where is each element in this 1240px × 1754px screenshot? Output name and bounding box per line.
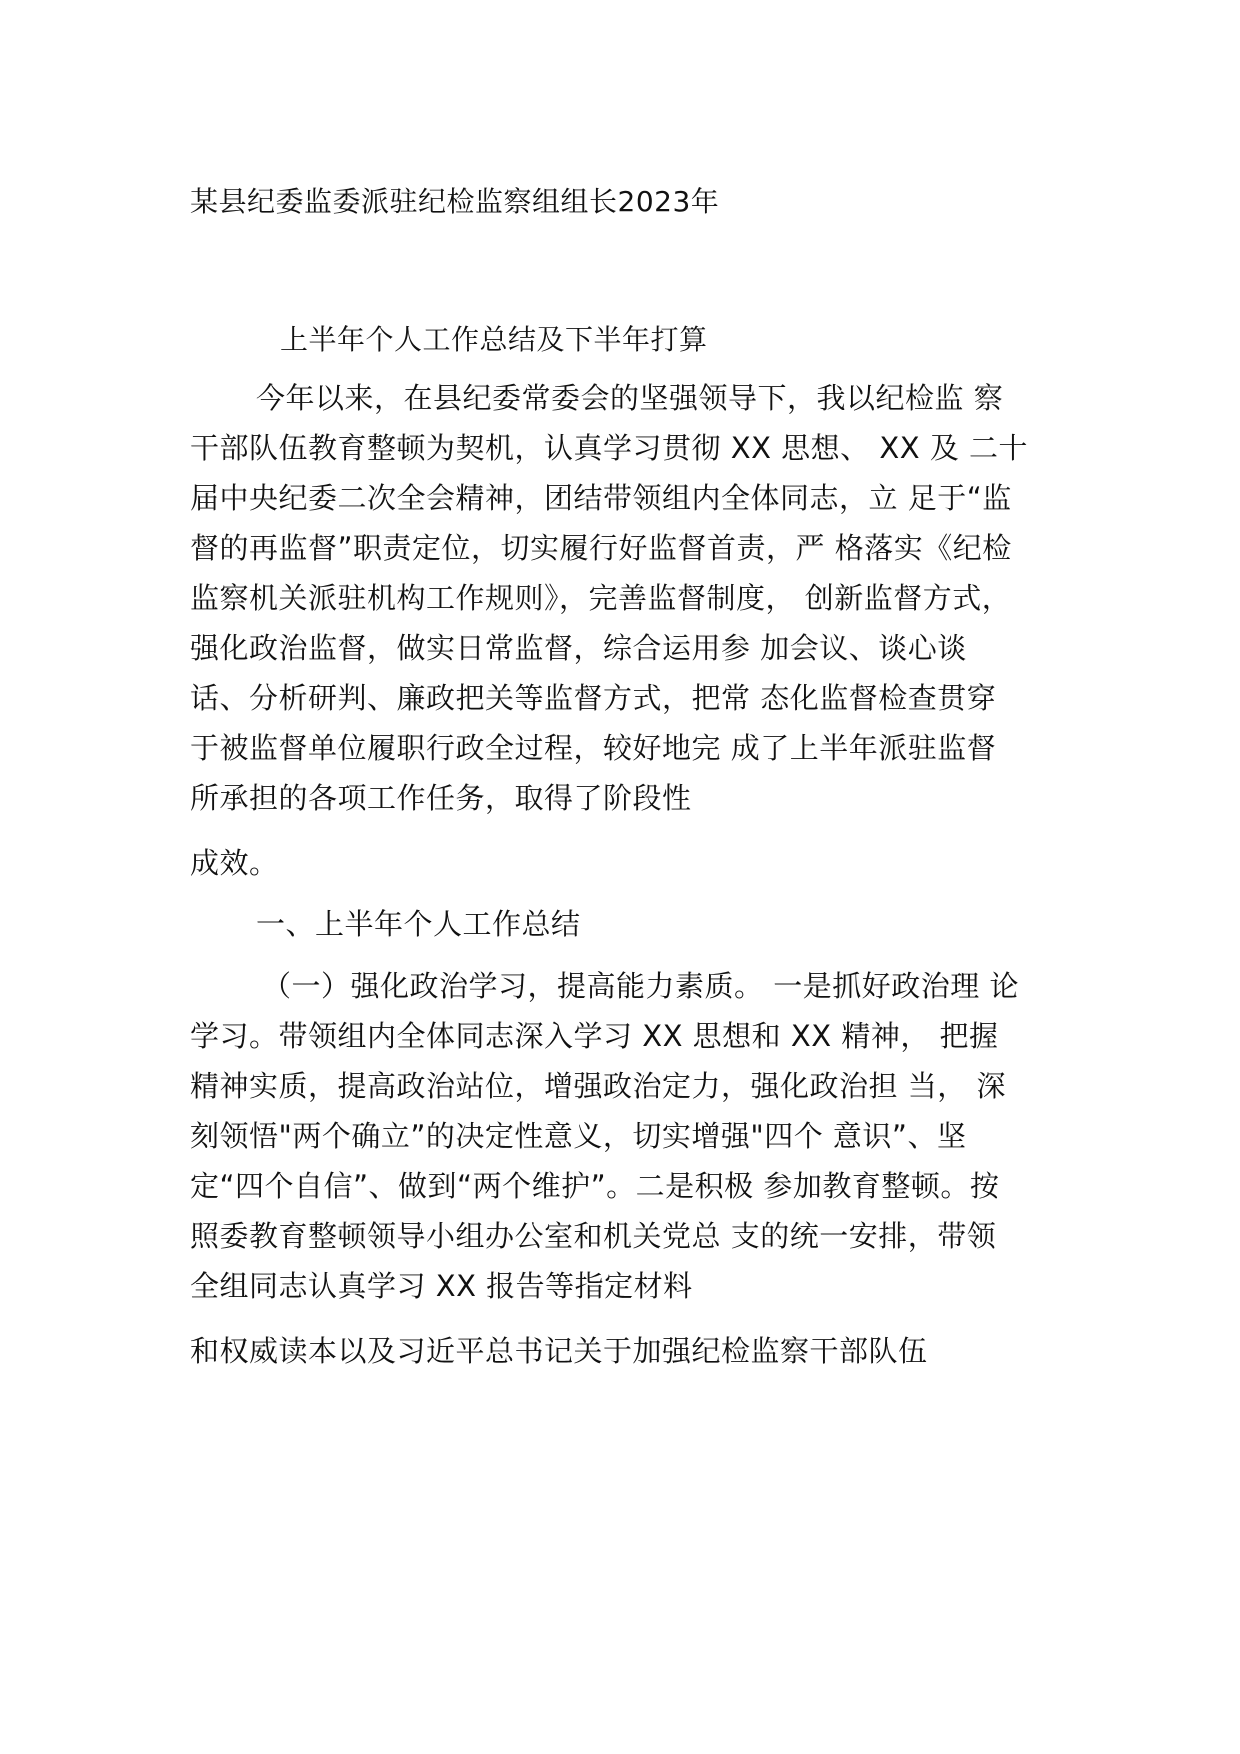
body-line: 定“四个自信”、做到“两个维护”。二是积极 参加教育整顿。按 <box>190 1169 1000 1203</box>
body-line: 全组同志认真学习 XX 报告等指定材料 <box>190 1269 693 1303</box>
body-line: 强化政治监督，做实日常监督，综合运用参 加会议、谈心谈 <box>190 631 967 665</box>
body-line: 话、分析研判、廉政把关等监督方式，把常 态化监督检查贯穿 <box>190 681 997 715</box>
body-line: 刻领悟"两个确立”的决定性意义，切实增强"四个 意识”、坚 <box>190 1119 967 1153</box>
body-line: 届中央纪委二次全会精神，团结带领组内全体同志，立 足于“监 <box>190 481 1012 515</box>
body-line: 和权威读本以及习近平总书记关于加强纪检监察干部队伍 <box>190 1334 928 1368</box>
body-line: 成效。 <box>190 846 279 880</box>
document-title-line-2: 上半年个人工作总结及下半年打算 <box>280 323 708 356</box>
body-line: 精神实质，提高政治站位，增强政治定力，强化政治担 当， 深 <box>190 1069 1006 1103</box>
body-line: 督的再监督”职责定位，切实履行好监督首责，严 格落实《纪检 <box>190 531 1012 565</box>
body-line: 监察机关派驻机构工作规则》，完善监督制度， 创新监督方式， <box>190 581 1012 615</box>
body-line: 照委教育整顿领导小组办公室和机关党总 支的统一安排，带领 <box>190 1219 997 1253</box>
body-line: 所承担的各项工作任务，取得了阶段性 <box>190 781 692 815</box>
subsection-heading: （一）强化政治学习，提高能力素质。 一是抓好政治理 论 <box>262 969 1019 1003</box>
body-line: 干部队伍教育整顿为契机，认真学习贯彻 XX 思想、 XX 及 二十 <box>190 431 1029 465</box>
body-line: 今年以来，在县纪委常委会的坚强领导下，我以纪检监 察 <box>256 381 1004 415</box>
document-title-line-1: 某县纪委监委派驻纪检监察组组长2023年 <box>190 185 720 218</box>
section-heading: 一、上半年个人工作总结 <box>256 907 581 941</box>
body-line: 学习。带领组内全体同志深入学习 XX 思想和 XX 精神， 把握 <box>190 1019 999 1053</box>
body-line: 于被监督单位履职行政全过程，较好地完 成了上半年派驻监督 <box>190 731 997 765</box>
